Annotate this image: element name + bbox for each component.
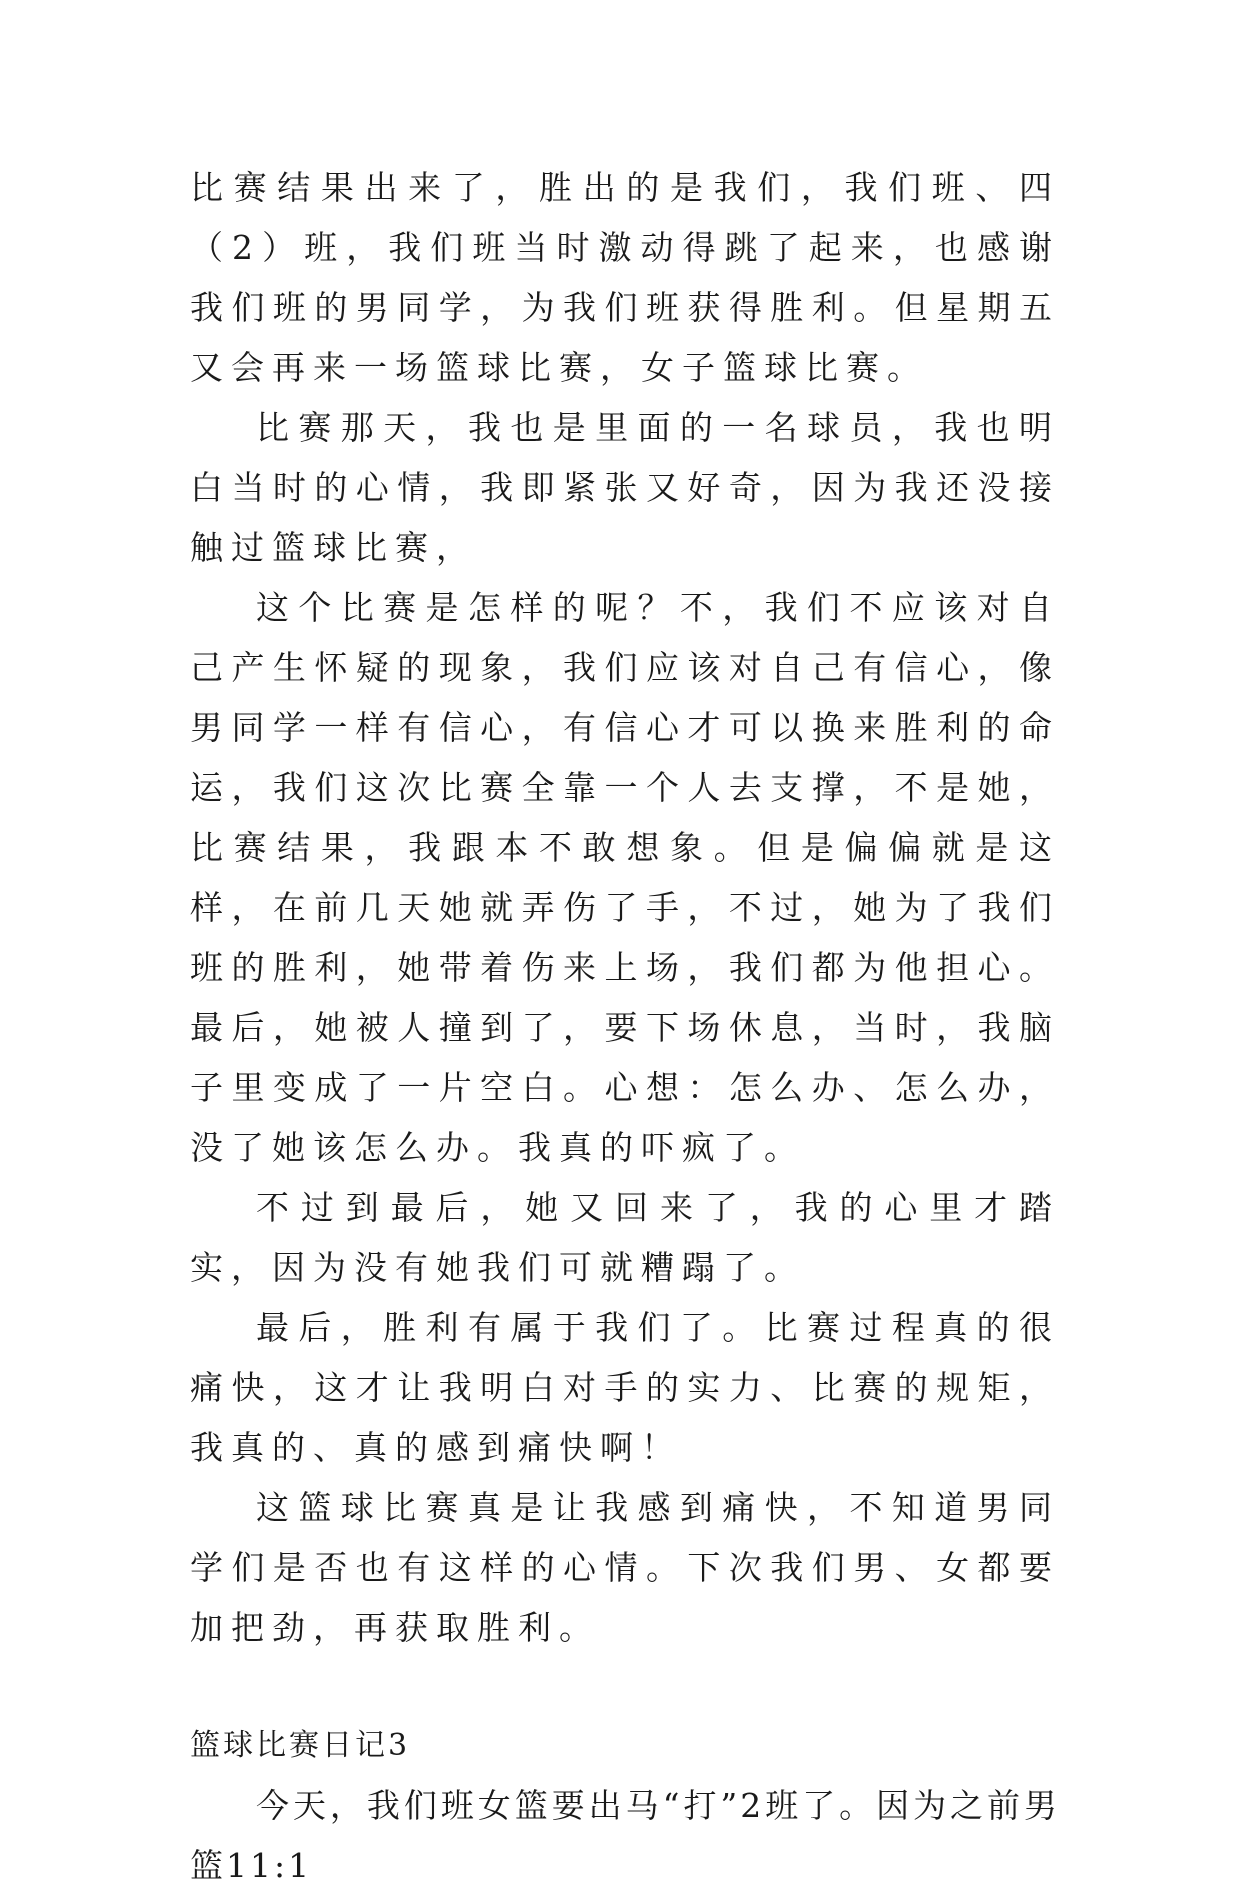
paragraph-5: 最后，胜利有属于我们了。比赛过程真的很痛快，这才让我明白对手的实力、比赛的规矩，我真的、真的感到痛快啊！ (190, 1308, 1060, 1467)
section-title: 篮球比赛日记3 (190, 1728, 411, 1763)
paragraph-2: 比赛那天，我也是里面的一名球员，我也明白当时的心情，我即紧张又好奇，因为我还没接触过篮球比赛， (190, 408, 1060, 567)
section-first-line: 今天，我们班女篮要出马“打”2班了。因为之前男篮11:1 (190, 1786, 1060, 1885)
document-page (190, 158, 1060, 1896)
section-gap (190, 1658, 1060, 1716)
paragraph-1: 比赛结果出来了，胜出的是我们，我们班、四（2）班，我们班当时激动得跳了起来，也感谢我们班的男同学，为我们班获得胜利。但星期五又会再来一场篮球比赛，女子篮球比赛。 (190, 168, 1060, 387)
paragraph-6: 这篮球比赛真是让我感到痛快，不知道男同学们是否也有这样的心情。下次我们男、女都要加把劲，再获取胜利。 (190, 1488, 1060, 1647)
paragraph-4: 不过到最后，她又回来了，我的心里才踏实，因为没有她我们可就糟蹋了。 (190, 1188, 1060, 1287)
paragraph-3: 这个比赛是怎样的呢？不，我们不应该对自己产生怀疑的现象，我们应该对自己有信心，像男同学一样有信心，有信心才可以换来胜利的命运，我们这次比赛全靠一个人去支撑，不是她，比赛结果，我跟本不敢想象。但是偏偏就是这样，在前几天她就弄伤了手，不过，她为了我们班的胜利，她带着伤来上场，我们都为他担心。最后，她被人撞到了，要下场休息，当时，我脑子里变成了一片空白。心想：怎么办、怎么办，没了她该怎么办。我真的吓疯了。 (190, 588, 1060, 1167)
